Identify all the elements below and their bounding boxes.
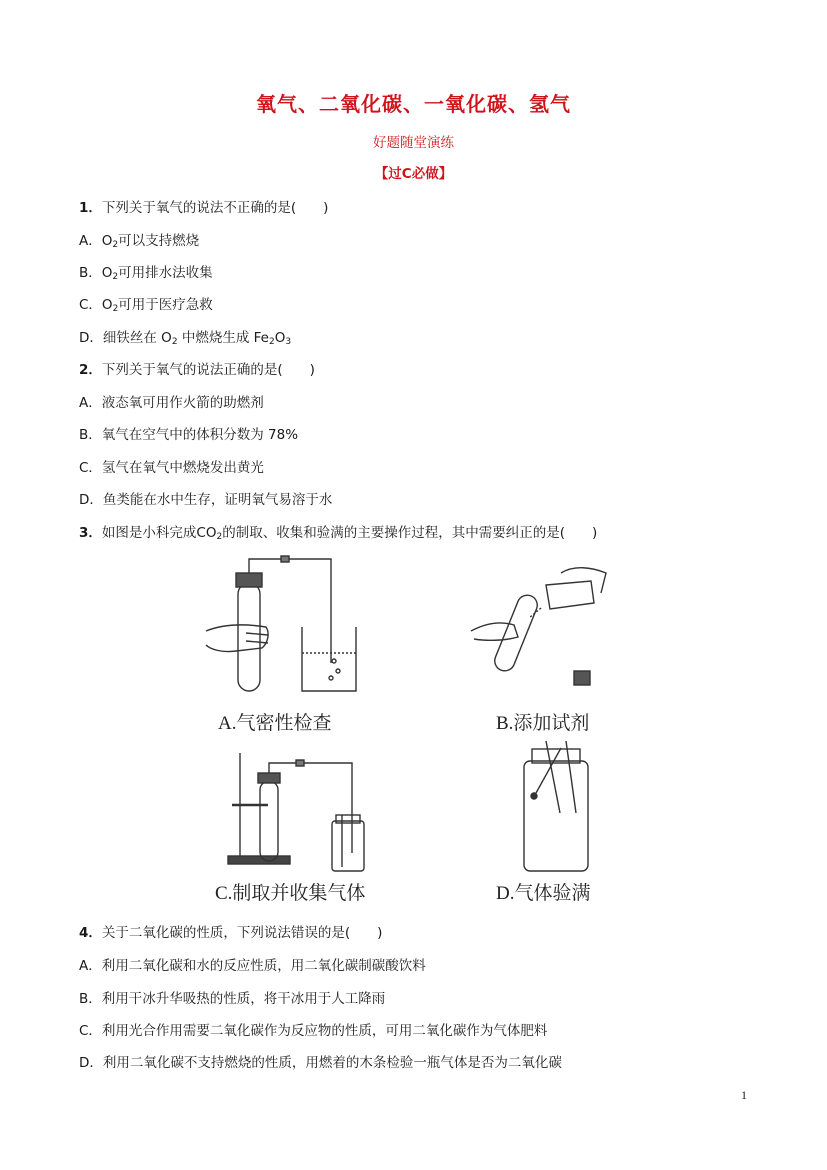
option-2a: A．液态氧可用作火箭的助燃剂 bbox=[79, 395, 264, 411]
prep-and-collect-illustration bbox=[228, 753, 364, 871]
question-number: 2． bbox=[79, 362, 102, 378]
option-4b: B．利用干冰升华吸热的性质，将干冰用于人工降雨 bbox=[79, 991, 386, 1007]
question-stem: 下列关于氧气的说法正确的是( ) bbox=[101, 362, 315, 378]
page-title: 氧气、二氧化碳、一氧化碳、氢气 bbox=[256, 92, 571, 116]
question-4 bbox=[79, 921, 382, 941]
question-number: 1． bbox=[79, 200, 102, 216]
question-3: 3．如图是小科完成$CO_2$的制取、收集和验满的主要操作过程，其中需要纠正的是( ) bbox=[79, 525, 598, 542]
experiment-figure bbox=[196, 553, 616, 913]
option-2d: D．鱼类能在水中生存，证明氧气易溶于水 bbox=[79, 492, 333, 508]
section-heading: 【过C必做】 bbox=[374, 166, 453, 182]
airtightness-check-illustration bbox=[206, 556, 356, 691]
question-stem: 关于二氧化碳的性质，下列说法错误的是( ) bbox=[101, 925, 383, 941]
option-4d: D．利用二氧化碳不支持燃烧的性质，用燃着的木条检验一瓶气体是否为二氧化碳 bbox=[79, 1055, 562, 1071]
question-number: 4． bbox=[79, 925, 102, 941]
page-subtitle: 好题随堂演练 bbox=[373, 135, 454, 151]
caption-a: A.气密性检查 bbox=[218, 713, 332, 734]
caption-b: B.添加试剂 bbox=[496, 713, 590, 734]
option-4a: A．利用二氧化碳和水的反应性质，用二氧化碳制碳酸饮料 bbox=[79, 958, 426, 974]
option-1d: D．细铁丝在 $O_2$ 中燃烧生成 $Fe_2O_3$ bbox=[79, 330, 292, 347]
adding-reagent-illustration bbox=[471, 568, 606, 685]
option-1b: B．$O_2$可用排水法收集 bbox=[79, 265, 213, 282]
question-1 bbox=[79, 196, 328, 216]
gas-full-test-illustration bbox=[524, 741, 588, 871]
caption-c: C.制取并收集气体 bbox=[215, 883, 366, 904]
option-1a: A．$O_2$可以支持燃烧 bbox=[79, 233, 200, 250]
question-2 bbox=[79, 358, 315, 378]
option-2c: C．氢气在氧气中燃烧发出黄光 bbox=[79, 460, 264, 476]
question-number: 3． bbox=[79, 525, 102, 541]
question-stem: 下列关于氧气的说法不正确的是( ) bbox=[101, 200, 329, 216]
caption-d: D.气体验满 bbox=[496, 883, 591, 904]
page-number: 1 bbox=[741, 1088, 747, 1102]
option-4c: C．利用光合作用需要二氧化碳作为反应物的性质，可用二氧化碳作为气体肥料 bbox=[79, 1023, 548, 1039]
option-1c: C．$O_2$可用于医疗急救 bbox=[79, 297, 213, 314]
option-2b: B．氧气在空气中的体积分数为 78% bbox=[79, 427, 299, 443]
